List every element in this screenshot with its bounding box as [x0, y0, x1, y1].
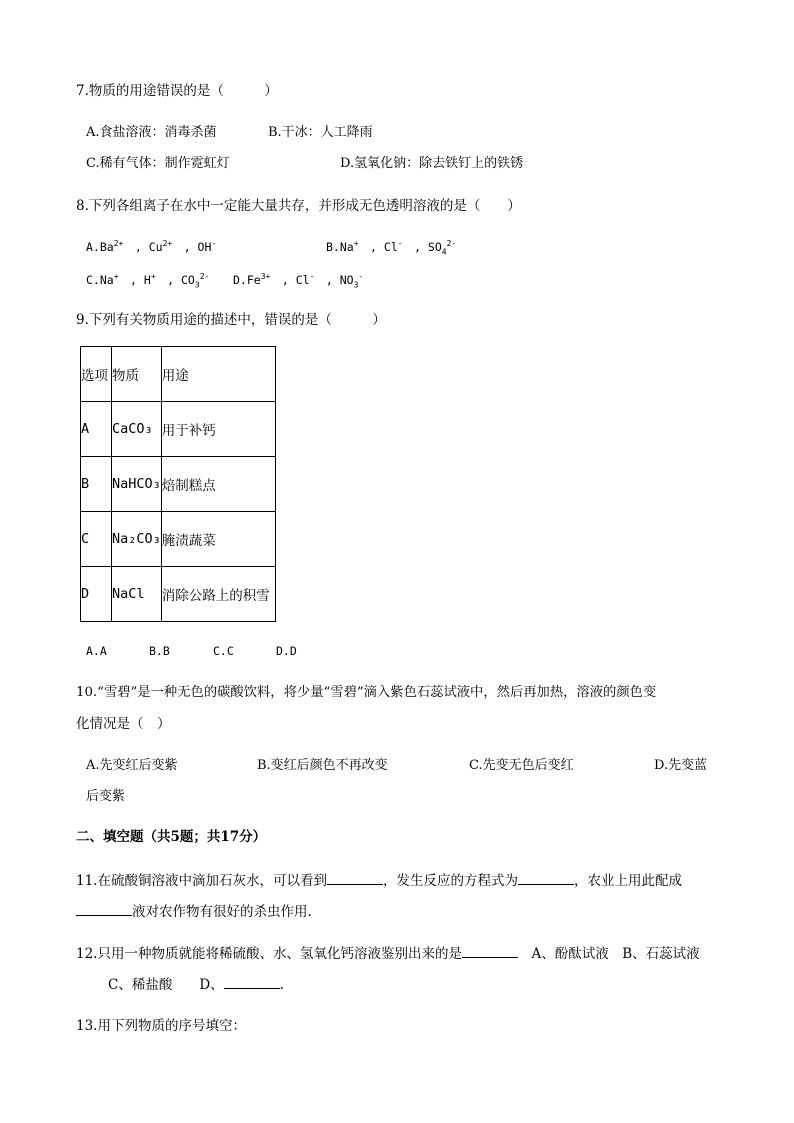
table-cell-use: 腌渍蔬菜 [161, 512, 275, 567]
q8-option-b: B.Na+ , Cl- , $SO_4^{2-}$ [326, 239, 457, 257]
q11-blank-3[interactable] [76, 902, 132, 916]
q10-option-d: D.先变蓝 [654, 758, 708, 773]
table-cell-substance: Na₂CO₃ [112, 512, 162, 567]
table-cell-substance: CaCO₃ [112, 402, 162, 457]
table-header-row [81, 347, 276, 402]
table-cell-use: 消除公路上的积雪 [161, 567, 275, 622]
q8-option-c: C.Na+ , H+ , $CO_3^{2-}$ [86, 272, 210, 290]
q10-stem-line1: 10.“雪碧”是一种无色的碳酸饮料，将少量“雪碧”滴入紫色石蕊试液中，然后再加热，溶液的颜色变 [76, 685, 657, 700]
q11-text-2: ，发生反应的方程式为 [382, 873, 518, 889]
q9-option-a: A.A [86, 644, 107, 658]
table-row [81, 402, 276, 457]
table-row [81, 567, 276, 622]
q10-option-b: B.变红后颜色不再改变 [257, 758, 388, 773]
q12-blank-1[interactable] [462, 944, 518, 958]
q8-option-a: $A.Ba^{2+}$ , $Cu^{2+}$ , OH- [86, 239, 217, 254]
table-cell-option: D [81, 567, 112, 622]
q9-table [80, 346, 276, 622]
q10-option-a: A.先变红后变紫 [86, 758, 178, 773]
q9-option-d: D.D [276, 644, 297, 658]
q8-option-d: $D.Fe^{3+}$ , Cl- , $NO_3^-$ [233, 272, 364, 290]
q12-line2 [108, 975, 284, 994]
q7-option-b: B.干冰：人工降雨 [268, 125, 373, 140]
table-cell-use: 用于补钙 [161, 402, 275, 457]
q12-text-1: 12.只用一种物质就能将稀硫酸、水、氢氧化钙溶液鉴别出来的是 [76, 946, 462, 962]
table-cell-option: B [81, 457, 112, 512]
q9-stem: 9.下列有关物质用途的描述中，错误的是（ ） [76, 312, 386, 328]
q11-text-1: 11.在硫酸铜溶液中滴加石灰水，可以看到 [76, 873, 327, 889]
q12-blank-2[interactable] [224, 975, 280, 989]
table-cell-option: C [81, 512, 112, 567]
q9-option-b: B.B [149, 644, 170, 658]
q9-option-c: C.C [213, 644, 234, 658]
q12-text-2: A、酚酞试液 B、石蕊试液 [517, 946, 700, 962]
q11-blank-2[interactable] [518, 871, 574, 885]
table-header-use: 用途 [161, 347, 275, 402]
q7-stem: 7.物质的用途错误的是（ ） [76, 83, 278, 99]
q13-stem: 13.用下列物质的序号填空： [76, 1018, 246, 1034]
table-cell-substance: NaCl [112, 567, 162, 622]
q10-option-c: C.先变无色后变红 [469, 758, 574, 773]
q11-text-3: ，农业上用此配成 [573, 873, 682, 889]
table-header-option: 选项 [81, 347, 112, 402]
section-title: 二、填空题（共5题；共17分） [76, 829, 267, 845]
q8-stem: 8.下列各组离子在水中一定能大量共存，并形成无色透明溶液的是（ ） [76, 198, 521, 214]
q12-text-4: . [279, 977, 284, 993]
q11-line1 [76, 871, 682, 890]
q10-option-d-continued: 后变紫 [86, 789, 126, 804]
table-header-substance: 物质 [112, 347, 162, 402]
q7-option-a: A.食盐溶液：消毒杀菌 [86, 125, 217, 140]
q7-option-c: C.稀有气体：制作霓虹灯 [86, 156, 230, 171]
q10-stem-line2: 化情况是（ ） [76, 716, 171, 732]
q12-text-3: C、稀盐酸 D、 [108, 977, 224, 993]
table-cell-substance: NaHCO₃ [112, 457, 162, 512]
table-row [81, 512, 276, 567]
q11-blank-1[interactable] [327, 871, 383, 885]
q11-line2 [76, 902, 312, 921]
table-cell-option: A [81, 402, 112, 457]
table-row [81, 457, 276, 512]
table-cell-use: 焙制糕点 [161, 457, 275, 512]
q12-line1 [76, 944, 700, 963]
q11-text-4: 液对农作物有很好的杀虫作用. [132, 904, 312, 920]
q7-option-d: D.氢氧化钠：除去铁钉上的铁锈 [340, 156, 524, 171]
